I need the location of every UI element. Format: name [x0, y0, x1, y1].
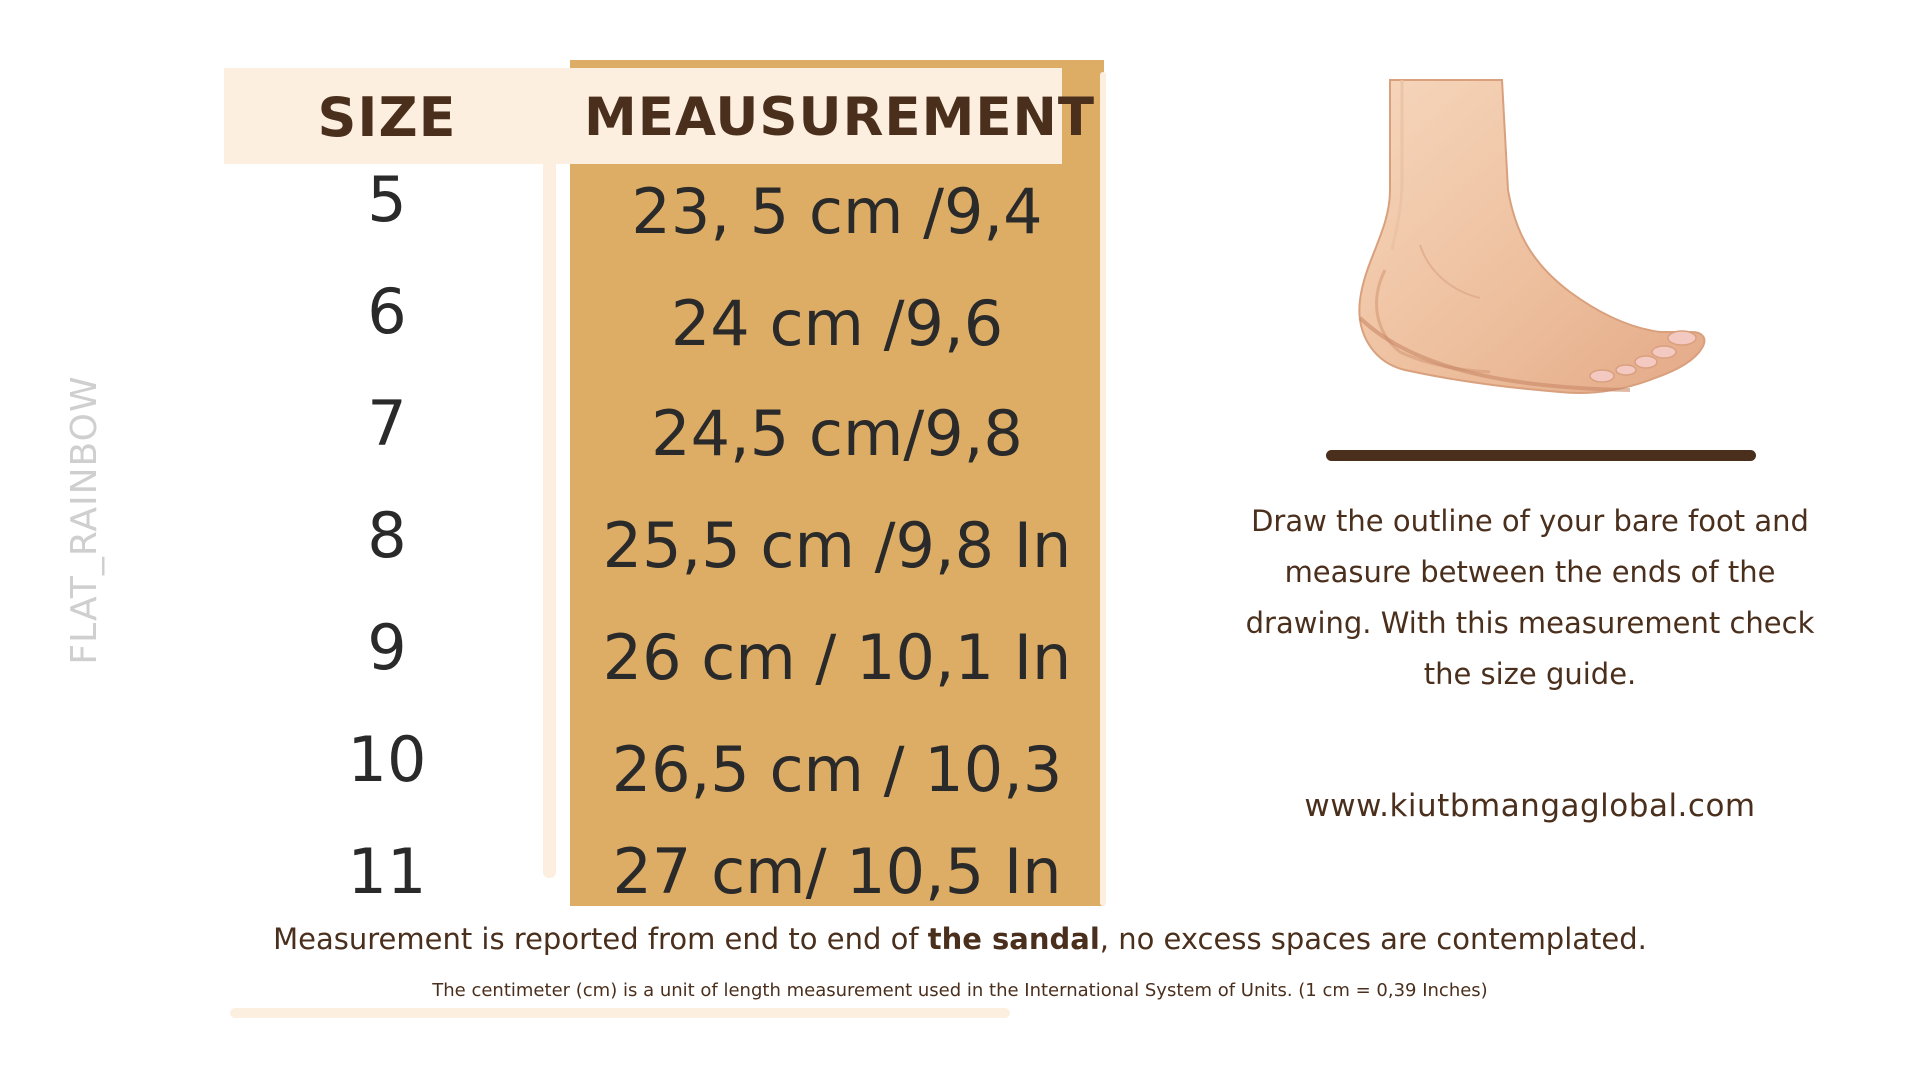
size-cell: 11	[347, 835, 427, 908]
header-size: SIZE	[317, 86, 457, 149]
measurement-cell: 26 cm / 10,1 In	[602, 621, 1072, 694]
centimeter-note: The centimeter (cm) is a unit of length measurement used in the International System of Units. (1 cm = 0,39 Inches)	[432, 980, 1488, 1001]
size-cell: 5	[367, 163, 407, 236]
measurement-cell: 24,5 cm/9,8	[651, 397, 1023, 470]
instructions-line: Draw the outline of your bare foot and	[1251, 504, 1809, 538]
measurement-cell: 25,5 cm /9,8 In	[602, 509, 1072, 582]
floor-line	[1326, 450, 1756, 461]
instructions-line: drawing. With this measurement check	[1245, 606, 1815, 640]
size-cell: 8	[367, 499, 407, 572]
note-bold-text: the sandal	[927, 922, 1100, 956]
note-text: Measurement is reported from end to end of	[273, 922, 928, 956]
bottom-divider-line	[230, 1008, 1010, 1018]
size-cell: 7	[367, 387, 407, 460]
brand-side-label: FLAT_RAINBOW	[64, 375, 105, 665]
note-text: , no excess spaces are contemplated.	[1099, 922, 1647, 956]
instructions-text	[1210, 496, 1850, 700]
size-cell: 9	[367, 611, 407, 684]
header-measurement: MEAUSUREMENT	[584, 87, 1096, 148]
measurement-cell: 27 cm/ 10,5 In	[612, 835, 1062, 908]
measurement-cell: 26,5 cm / 10,3	[611, 733, 1063, 806]
measurement-cell: 24 cm /9,6	[670, 287, 1004, 360]
instructions-line: the size guide.	[1423, 657, 1637, 691]
size-cell: 6	[367, 275, 407, 348]
instructions-line: measure between the ends of the	[1284, 555, 1776, 589]
foot-illustration-icon	[1330, 70, 1750, 420]
table-row	[0, 822, 1920, 922]
measurement-note	[200, 918, 1720, 960]
measurement-cell: 23, 5 cm /9,4	[631, 175, 1043, 248]
size-cell: 10	[347, 723, 427, 796]
website-link[interactable]: www.kiutbmangaglobal.com	[1304, 788, 1756, 824]
